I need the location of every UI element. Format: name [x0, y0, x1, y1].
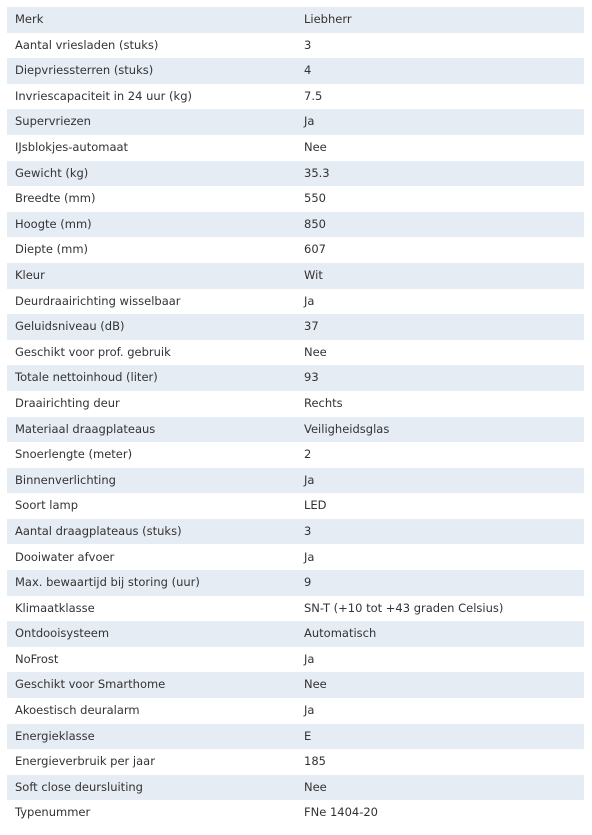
specifications-table-body — [7, 7, 584, 826]
spec-value: Ja — [296, 647, 584, 673]
specifications-table — [7, 7, 584, 826]
spec-row — [7, 493, 584, 519]
spec-label: Kleur — [7, 263, 296, 289]
spec-value: LED — [296, 493, 584, 519]
spec-label: Soft close deursluiting — [7, 775, 296, 801]
spec-row — [7, 417, 584, 443]
spec-label: Hoogte (mm) — [7, 212, 296, 238]
spec-row — [7, 596, 584, 622]
spec-label: Typenummer — [7, 800, 296, 826]
spec-label: Gewicht (kg) — [7, 161, 296, 187]
spec-row — [7, 212, 584, 238]
spec-row — [7, 340, 584, 366]
spec-label: Max. bewaartijd bij storing (uur) — [7, 570, 296, 596]
spec-row — [7, 7, 584, 33]
spec-value: E — [296, 724, 584, 750]
spec-label: Materiaal draagplateaus — [7, 417, 296, 443]
spec-label: Soort lamp — [7, 493, 296, 519]
spec-value: Automatisch — [296, 621, 584, 647]
spec-label: Diepte (mm) — [7, 237, 296, 263]
spec-label: Aantal draagplateaus (stuks) — [7, 519, 296, 545]
spec-value: 93 — [296, 365, 584, 391]
spec-value: 37 — [296, 314, 584, 340]
spec-label: Geschikt voor Smarthome — [7, 672, 296, 698]
spec-label: Klimaatklasse — [7, 596, 296, 622]
spec-value: Liebherr — [296, 7, 584, 33]
spec-row — [7, 263, 584, 289]
spec-row — [7, 621, 584, 647]
spec-value: SN-T (+10 tot +43 graden Celsius) — [296, 596, 584, 622]
spec-label: Aantal vriesladen (stuks) — [7, 33, 296, 59]
spec-row — [7, 365, 584, 391]
spec-row — [7, 109, 584, 135]
spec-value: 2 — [296, 442, 584, 468]
spec-label: Ontdooisysteem — [7, 621, 296, 647]
spec-label: NoFrost — [7, 647, 296, 673]
spec-row — [7, 544, 584, 570]
spec-row — [7, 647, 584, 673]
spec-label: Akoestisch deuralarm — [7, 698, 296, 724]
spec-value: Veiligheidsglas — [296, 417, 584, 443]
spec-label: Energieklasse — [7, 724, 296, 750]
spec-value: 850 — [296, 212, 584, 238]
spec-row — [7, 161, 584, 187]
spec-row — [7, 749, 584, 775]
spec-row — [7, 698, 584, 724]
spec-row — [7, 775, 584, 801]
spec-label: Merk — [7, 7, 296, 33]
spec-value: 7.5 — [296, 84, 584, 110]
spec-label: Dooiwater afvoer — [7, 544, 296, 570]
spec-label: Snoerlengte (meter) — [7, 442, 296, 468]
spec-row — [7, 135, 584, 161]
spec-value: Nee — [296, 672, 584, 698]
spec-label: Breedte (mm) — [7, 186, 296, 212]
spec-value: Ja — [296, 544, 584, 570]
spec-row — [7, 800, 584, 826]
spec-row — [7, 391, 584, 417]
spec-label: Deurdraairichting wisselbaar — [7, 289, 296, 315]
spec-row — [7, 442, 584, 468]
spec-label: Supervriezen — [7, 109, 296, 135]
spec-value: FNe 1404-20 — [296, 800, 584, 826]
spec-row — [7, 314, 584, 340]
spec-label: Totale nettoinhoud (liter) — [7, 365, 296, 391]
spec-value: Nee — [296, 135, 584, 161]
spec-row — [7, 519, 584, 545]
spec-row — [7, 468, 584, 494]
spec-value: Ja — [296, 468, 584, 494]
spec-value: 550 — [296, 186, 584, 212]
spec-label: IJsblokjes-automaat — [7, 135, 296, 161]
spec-value: Ja — [296, 109, 584, 135]
spec-value: Ja — [296, 698, 584, 724]
spec-value: Nee — [296, 775, 584, 801]
spec-label: Energieverbruik per jaar — [7, 749, 296, 775]
spec-row — [7, 58, 584, 84]
spec-value: 3 — [296, 519, 584, 545]
spec-label: Binnenverlichting — [7, 468, 296, 494]
spec-row — [7, 724, 584, 750]
spec-value: 607 — [296, 237, 584, 263]
spec-label: Draairichting deur — [7, 391, 296, 417]
spec-row — [7, 237, 584, 263]
spec-row — [7, 33, 584, 59]
spec-row — [7, 84, 584, 110]
spec-row — [7, 289, 584, 315]
spec-value: Wit — [296, 263, 584, 289]
spec-row — [7, 186, 584, 212]
spec-row — [7, 672, 584, 698]
spec-value: 4 — [296, 58, 584, 84]
spec-label: Geluidsniveau (dB) — [7, 314, 296, 340]
spec-value: Ja — [296, 289, 584, 315]
spec-label: Diepvriessterren (stuks) — [7, 58, 296, 84]
spec-label: Geschikt voor prof. gebruik — [7, 340, 296, 366]
spec-value: 9 — [296, 570, 584, 596]
spec-value: 35.3 — [296, 161, 584, 187]
spec-value: Rechts — [296, 391, 584, 417]
spec-value: 3 — [296, 33, 584, 59]
spec-label: Invriescapaciteit in 24 uur (kg) — [7, 84, 296, 110]
spec-value: 185 — [296, 749, 584, 775]
spec-row — [7, 570, 584, 596]
spec-value: Nee — [296, 340, 584, 366]
